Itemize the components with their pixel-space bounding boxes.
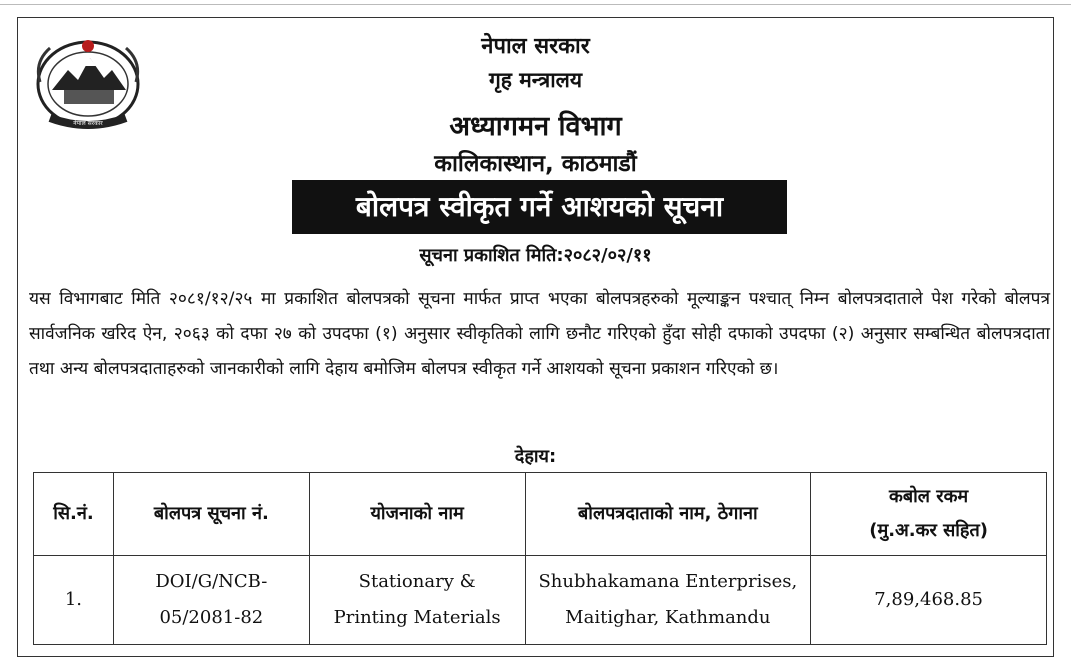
col-header-amount: [811, 473, 1047, 556]
col-header-project-name: योजनाको नाम: [309, 473, 525, 556]
government-title: नेपाल सरकार: [481, 34, 590, 59]
col-header-amount-line2: (मु.अ.कर सहित): [869, 520, 988, 541]
published-date: सूचना प्रकाशित मिति:२०८२/०२/११: [419, 245, 652, 266]
cell-notice-no: [113, 556, 309, 645]
department-address: कालिकास्थान, काठमाडौं: [434, 151, 637, 177]
cell-bidder-line2: Maitighar, Kathmandu: [565, 607, 771, 628]
table-header-row: [34, 473, 1047, 556]
col-header-bidder: बोलपत्रदाताको नाम, ठेगाना: [525, 473, 811, 556]
cell-bidder: [525, 556, 811, 645]
top-rule: [0, 4, 1071, 5]
table-caption: देहाय:: [514, 446, 557, 467]
cell-sn: 1.: [34, 556, 114, 645]
col-header-sn: सि.नं.: [34, 473, 114, 556]
bid-acceptance-table: [33, 472, 1047, 645]
cell-project-line2: Printing Materials: [333, 607, 501, 628]
cell-project-name: [309, 556, 525, 645]
ministry-title: गृह मन्त्रालय: [488, 68, 583, 92]
department-title: अध्यागमन विभाग: [449, 111, 622, 142]
notice-body: यस विभागबाट मिति २०८१/१२/२५ मा प्रकाशित बोलपत्रको सूचना मार्फत प्राप्त भएका बोलपत्रहरुको मूल्याङ्कन पश्चात् निम्न बोलपत्रदाताले पेश गरेको बोलपत्र सार्वजनिक खरिद ऐन, २०६३ को दफा २७ को उपदफा (१) अनुसार स्वीकृतिको लागि छनौट गरिएको हुँदा सोही दफाको उपदफा (२) अनुसार सम्बन्धित बोलपत्रदाता तथा अन्य बोलपत्रदाताहरुको जानकारीको लागि देहाय बमोजिम बोलपत्र स्वीकृत गर्ने आशयको सूचना प्रकाशन गरिएको छ।: [29, 289, 1050, 379]
notice-title-banner: बोलपत्र स्वीकृत गर्ने आशयको सूचना: [292, 180, 787, 234]
cell-notice-no-line1: DOI/G/NCB-: [155, 571, 268, 592]
cell-project-line1: Stationary &: [358, 571, 476, 592]
cell-bidder-line1: Shubhakamana Enterprises,: [538, 571, 798, 592]
col-header-notice-no: बोलपत्र सूचना नं.: [113, 473, 309, 556]
cell-notice-no-line2: 05/2081-82: [159, 607, 264, 628]
emblem-text: नेपाल सरकार: [73, 120, 103, 127]
table-row: [34, 556, 1047, 645]
cell-amount: 7,89,468.85: [811, 556, 1047, 645]
col-header-amount-line1: कबोल रकम: [889, 486, 969, 507]
